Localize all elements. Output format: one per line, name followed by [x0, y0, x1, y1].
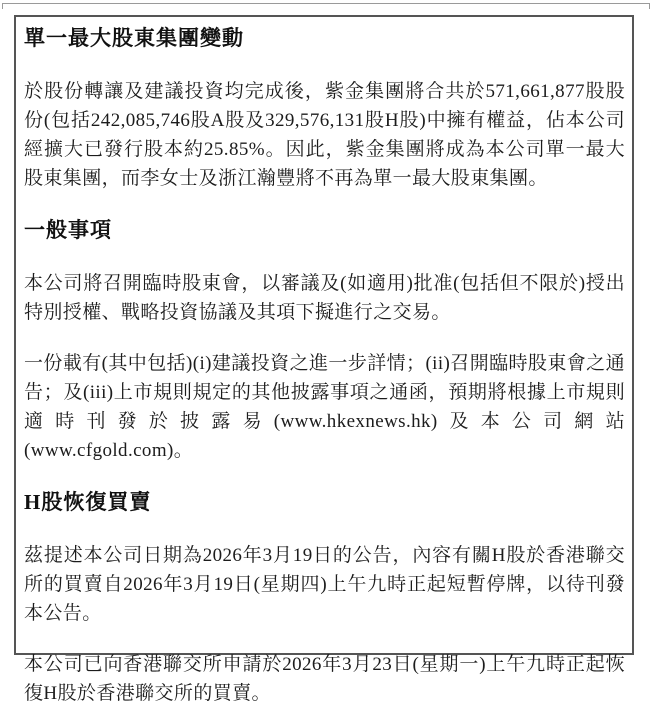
paragraph-trading-halt: 茲提述本公司日期為2026年3月19日的公告，內容有關H股於香港聯交所的買賣自2026年3月19日(星期四)上午九時正起短暫停牌，以待刊發本公告。	[24, 545, 625, 624]
section-general-matters	[24, 215, 625, 465]
announcement-bordered-box	[14, 15, 634, 704]
section-heading-largest-shareholder-change: 單一最大股東集團變動	[24, 26, 244, 50]
cropped-upper-box-edge	[2, 3, 650, 4]
section-heading-general-matters: 一般事項	[24, 218, 112, 242]
cropped-upper-box-corner-left	[2, 3, 3, 9]
paragraph-shareholding-details: 於股份轉讓及建議投資均完成後，紫金集團將合共於571,661,877股股份(包括242,085,746股A股及329,576,131股H股)中擁有權益，佔本公司經擴大已發行股本約25.85%。因此，紫金集團將成為本公司單一最大股東集團，而李女士及浙江瀚豐將不再為單一最大股東集團。	[24, 81, 625, 189]
paragraph-circular-publication: 一份載有(其中包括)(i)建議投資之進一步詳情；(ii)召開臨時股東會之通告；及(iii)上市規則規定的其他披露事項之通函，預期將根據上市規則適時刊發於披露易(www.hkexnews.hk)及本公司網站(www.cfgold.com)。	[24, 353, 625, 461]
cropped-upper-box-corner-right	[649, 3, 650, 9]
paragraph-resumption-application: 本公司已向香港聯交所申請於2026年3月23日(星期一)上午九時正起恢復H股於香港聯交所的買賣。	[24, 654, 625, 704]
section-heading-h-share-resumption: H股恢復買賣	[24, 490, 152, 514]
section-h-share-resumption	[24, 487, 625, 708]
section-largest-shareholder-change	[24, 23, 625, 193]
paragraph-egm-approval: 本公司將召開臨時股東會，以審議及(如適用)批准(包括但不限於)授出特別授權、戰略投資協議及其項下擬進行之交易。	[24, 273, 625, 323]
